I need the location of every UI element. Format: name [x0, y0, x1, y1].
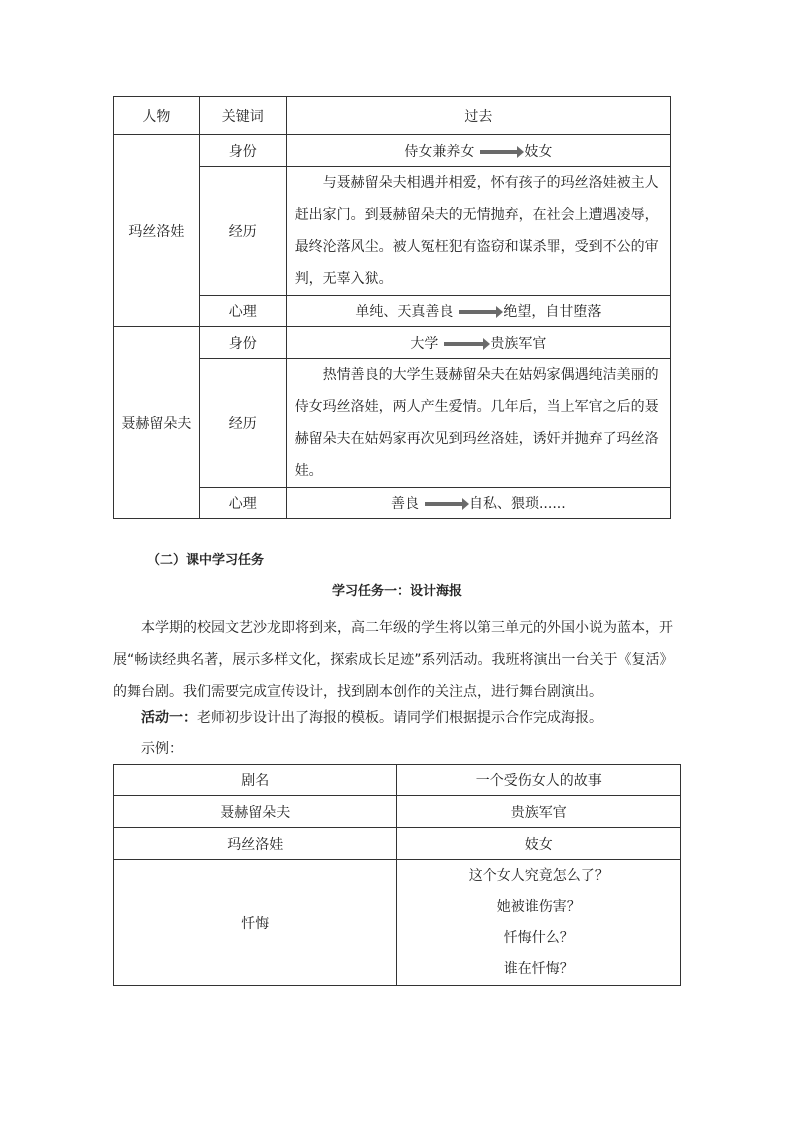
header-character: 人物 — [114, 97, 200, 135]
identity-from-2: 大学 — [410, 335, 439, 352]
activity-text: 老师初步设计出了海报的模板。请同学们根据提示合作完成海报。 — [197, 710, 603, 726]
header-past: 过去 — [286, 97, 670, 135]
activity-label: 活动一： — [141, 710, 197, 726]
character-table — [113, 96, 671, 519]
character-name-2: 聂赫留朵夫 — [114, 327, 200, 519]
identity-value-2 — [286, 327, 670, 359]
repentance-label: 忏悔 — [114, 860, 397, 986]
question-item: 她被谁伤害？ — [496, 898, 581, 915]
experience-text-1: 与聂赫留朵夫相遇并相爱，怀有孩子的玛丝洛娃被主人赶出家门。到聂赫留朵夫的无情抛弃，在社会上遭遇凌辱，最终沦落风尘。被人冤枉犯有盗窃和谋杀罪，受到不公的审判，无辜入狱。 — [286, 167, 670, 296]
header-keyword: 关键词 — [199, 97, 286, 135]
poster-table — [113, 764, 681, 986]
task-title: 学习任务一：设计海报 — [331, 584, 462, 599]
poster-row-value: 一个受伤女人的故事 — [397, 765, 681, 796]
poster-row-value: 贵族军官 — [397, 796, 681, 828]
arrow-right-icon — [444, 342, 484, 346]
experience-label-1: 经历 — [199, 167, 286, 296]
task-paragraph: 本学期的校园文艺沙龙即将到来，高二年级的学生将以第三单元的外国小说为蓝本，开展“畅读经典名著，展示多样文化，探索成长足迹”系列活动。我班将演出一台关于《复活》的舞台剧。我们需要完成宣传设计，找到剧本创作的关注点，进行舞台剧演出。 — [113, 620, 674, 700]
psychology-from-2: 善良 — [390, 496, 419, 512]
poster-row-value: 妓女 — [397, 828, 681, 860]
arrow-right-icon — [459, 310, 497, 314]
psychology-label-2: 心理 — [199, 488, 286, 519]
poster-row-label: 玛丝洛娃 — [114, 828, 397, 860]
question-list — [397, 860, 681, 986]
identity-from-1: 侍女兼养女 — [404, 143, 475, 160]
question-item: 这个女人究竟怎么了？ — [468, 867, 609, 884]
character-name-1: 玛丝洛娃 — [114, 135, 200, 327]
psychology-from-1: 单纯、天真善良 — [355, 304, 454, 320]
identity-to-2: 贵族军官 — [490, 335, 547, 352]
arrow-right-icon — [425, 502, 463, 506]
psychology-to-1: 绝望，自甘堕落 — [503, 304, 602, 320]
identity-to-1: 妓女 — [524, 143, 553, 160]
identity-label-1: 身份 — [199, 135, 286, 167]
arrow-right-icon — [480, 150, 518, 154]
section-heading: （二）课中学习任务 — [147, 553, 265, 568]
psychology-value-1 — [286, 296, 670, 327]
poster-row-label: 剧名 — [114, 765, 397, 796]
example-label: 示例： — [141, 741, 183, 757]
psychology-label-1: 心理 — [199, 296, 286, 327]
question-item: 忏悔什么？ — [503, 929, 574, 946]
psychology-value-2 — [286, 488, 670, 519]
identity-value-1 — [286, 135, 670, 167]
experience-label-2: 经历 — [199, 359, 286, 488]
question-item: 谁在忏悔？ — [503, 960, 574, 977]
activity-line — [113, 708, 681, 728]
experience-text-2: 热情善良的大学生聂赫留朵夫在姑妈家偶遇纯洁美丽的侍女玛丝洛娃，两人产生爱情。几年后，当上军官之后的聂赫留朵夫在姑妈家再次见到玛丝洛娃，诱奸并抛弃了玛丝洛娃。 — [286, 359, 670, 488]
psychology-to-2: 自私、猥琐...... — [468, 496, 566, 512]
poster-row-label: 聂赫留朵夫 — [114, 796, 397, 828]
identity-label-2: 身份 — [199, 327, 286, 359]
